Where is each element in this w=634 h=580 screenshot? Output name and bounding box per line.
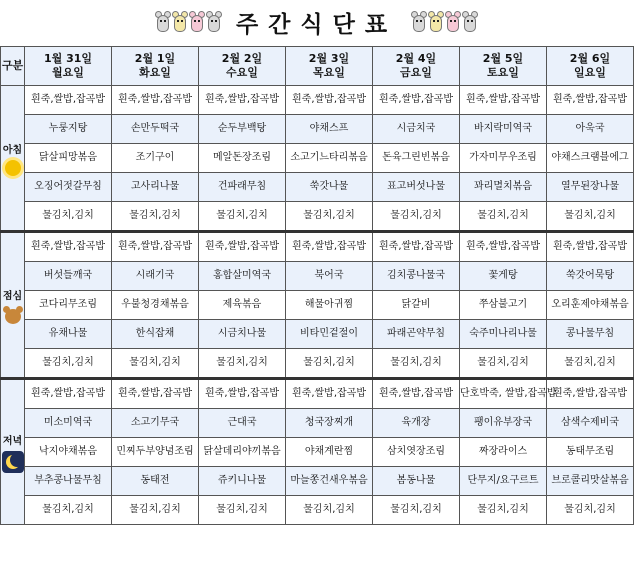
menu-cell: 부추콩나물무침	[25, 467, 112, 496]
day-weekday: 월요일	[52, 66, 84, 79]
day-weekday: 금요일	[400, 66, 432, 79]
day-header	[286, 47, 373, 86]
menu-cell: 흰죽,쌀밥,잡곡밥	[373, 232, 460, 262]
sun-icon	[5, 160, 21, 176]
menu-cell: 제육볶음	[199, 291, 286, 320]
menu-row	[1, 320, 634, 349]
menu-cell: 물김치,김치	[112, 349, 199, 379]
menu-cell: 물김치,김치	[460, 496, 547, 525]
menu-cell: 파래곤약무침	[373, 320, 460, 349]
menu-cell: 해물아귀찜	[286, 291, 373, 320]
menu-cell: 흰죽,쌀밥,잡곡밥	[112, 379, 199, 409]
menu-cell: 흰죽,쌀밥,잡곡밥	[286, 86, 373, 115]
menu-row	[1, 291, 634, 320]
bear-icon	[3, 306, 23, 324]
day-header	[112, 47, 199, 86]
day-date: 2월 1일	[134, 52, 176, 65]
menu-cell: 시금치나물	[199, 320, 286, 349]
menu-cell: 물김치,김치	[112, 496, 199, 525]
menu-cell: 닭살데리야끼볶음	[199, 438, 286, 467]
day-date: 2월 5일	[482, 52, 524, 65]
menu-cell: 물김치,김치	[547, 349, 634, 379]
mouse-icon	[189, 11, 205, 33]
menu-row	[1, 232, 634, 262]
menu-cell: 소고기무국	[112, 409, 199, 438]
header-row	[1, 47, 634, 86]
menu-cell: 물김치,김치	[112, 202, 199, 232]
menu-cell: 야채스프	[286, 115, 373, 144]
mouse-icon	[445, 11, 461, 33]
menu-cell: 동태전	[112, 467, 199, 496]
menu-cell: 낙지야채볶음	[25, 438, 112, 467]
menu-row	[1, 467, 634, 496]
menu-cell: 가자미무우조림	[460, 144, 547, 173]
menu-cell: 흰죽,쌀밥,잡곡밥	[112, 86, 199, 115]
menu-cell: 육개장	[373, 409, 460, 438]
day-weekday: 목요일	[313, 66, 345, 79]
meal-label-dinner	[1, 379, 25, 525]
menu-cell: 누룽지탕	[25, 115, 112, 144]
menu-cell: 버섯들깨국	[25, 262, 112, 291]
menu-cell: 봄동나물	[373, 467, 460, 496]
day-date: 2월 4일	[395, 52, 437, 65]
menu-cell: 단호박죽, 쌀밥,잡곡밥	[460, 379, 547, 409]
menu-row	[1, 262, 634, 291]
menu-row	[1, 409, 634, 438]
menu-cell: 물김치,김치	[373, 349, 460, 379]
menu-row	[1, 86, 634, 115]
day-weekday: 일요일	[574, 66, 606, 79]
menu-cell: 고사리나물	[112, 173, 199, 202]
menu-cell: 닭갈비	[373, 291, 460, 320]
day-weekday: 토요일	[487, 66, 519, 79]
menu-cell: 물김치,김치	[286, 496, 373, 525]
menu-row	[1, 438, 634, 467]
menu-cell: 청국장찌개	[286, 409, 373, 438]
day-header	[460, 47, 547, 86]
menu-cell: 흰죽,쌀밥,잡곡밥	[112, 232, 199, 262]
title-decoration-right	[411, 11, 478, 33]
day-date: 2월 6일	[569, 52, 611, 65]
mouse-icon	[206, 11, 222, 33]
menu-cell: 흰죽,쌀밥,잡곡밥	[547, 232, 634, 262]
menu-cell: 물김치,김치	[199, 202, 286, 232]
mouse-icon	[155, 11, 171, 33]
menu-row	[1, 144, 634, 173]
menu-cell: 흰죽,쌀밥,잡곡밥	[460, 232, 547, 262]
menu-cell: 소고기느타리볶음	[286, 144, 373, 173]
menu-cell: 짜장라이스	[460, 438, 547, 467]
menu-cell: 표고버섯나물	[373, 173, 460, 202]
menu-cell: 물김치,김치	[547, 202, 634, 232]
menu-cell: 김치콩나물국	[373, 262, 460, 291]
menu-cell: 물김치,김치	[199, 496, 286, 525]
menu-cell: 아욱국	[547, 115, 634, 144]
mouse-icon	[172, 11, 188, 33]
menu-cell: 북어국	[286, 262, 373, 291]
meal-label-breakfast	[1, 86, 25, 232]
menu-cell: 브로콜리맛살볶음	[547, 467, 634, 496]
day-header	[25, 47, 112, 86]
page-title: 주간식단표	[235, 11, 398, 38]
day-header	[547, 47, 634, 86]
menu-cell: 흰죽,쌀밥,잡곡밥	[460, 86, 547, 115]
menu-cell: 흰죽,쌀밥,잡곡밥	[25, 86, 112, 115]
menu-row	[1, 173, 634, 202]
menu-cell: 물김치,김치	[199, 349, 286, 379]
menu-cell: 동태무조림	[547, 438, 634, 467]
menu-row	[1, 379, 634, 409]
menu-cell: 물김치,김치	[25, 496, 112, 525]
menu-cell: 홍합살미역국	[199, 262, 286, 291]
menu-cell: 물김치,김치	[286, 349, 373, 379]
menu-cell: 물김치,김치	[547, 496, 634, 525]
menu-cell: 흰죽,쌀밥,잡곡밥	[547, 86, 634, 115]
day-weekday: 수요일	[226, 66, 258, 79]
menu-cell: 물김치,김치	[460, 202, 547, 232]
menu-cell: 시래기국	[112, 262, 199, 291]
menu-cell: 돈육그린빈볶음	[373, 144, 460, 173]
menu-row	[1, 202, 634, 232]
menu-cell: 야채스크램블에그	[547, 144, 634, 173]
menu-cell: 쥬키니나물	[199, 467, 286, 496]
meal-label-lunch	[1, 232, 25, 379]
weekly-menu-table	[0, 46, 634, 525]
day-header	[373, 47, 460, 86]
menu-cell: 오리훈제야채볶음	[547, 291, 634, 320]
menu-cell: 순두부백탕	[199, 115, 286, 144]
day-header	[199, 47, 286, 86]
menu-cell: 근대국	[199, 409, 286, 438]
menu-cell: 물김치,김치	[373, 202, 460, 232]
day-date: 1월 31일	[43, 52, 93, 65]
menu-cell: 흰죽,쌀밥,잡곡밥	[373, 379, 460, 409]
menu-cell: 우불청경채볶음	[112, 291, 199, 320]
menu-cell: 열무된장나물	[547, 173, 634, 202]
menu-cell: 시금치국	[373, 115, 460, 144]
menu-cell: 미소미역국	[25, 409, 112, 438]
menu-cell: 쑥갓나물	[286, 173, 373, 202]
menu-cell: 건파래무침	[199, 173, 286, 202]
menu-cell: 바지락미역국	[460, 115, 547, 144]
menu-cell: 흰죽,쌀밥,잡곡밥	[25, 232, 112, 262]
menu-cell: 흰죽,쌀밥,잡곡밥	[547, 379, 634, 409]
menu-cell: 쑥갓어묵탕	[547, 262, 634, 291]
moon-icon	[2, 451, 24, 473]
menu-body	[1, 86, 634, 525]
menu-cell: 흰죽,쌀밥,잡곡밥	[286, 232, 373, 262]
menu-cell: 야채계란찜	[286, 438, 373, 467]
meal-label-text: 점심	[2, 290, 23, 302]
menu-cell: 물김치,김치	[25, 202, 112, 232]
menu-cell: 흰죽,쌀밥,잡곡밥	[25, 379, 112, 409]
menu-cell: 단무지/요구르트	[460, 467, 547, 496]
menu-cell: 닭살피망볶음	[25, 144, 112, 173]
menu-cell: 한식잡채	[112, 320, 199, 349]
mouse-icon	[428, 11, 444, 33]
title-decoration-left	[155, 11, 222, 33]
menu-cell: 꽃게탕	[460, 262, 547, 291]
menu-cell: 오징어젓갈무침	[25, 173, 112, 202]
corner-header: 구분	[1, 47, 25, 86]
menu-row	[1, 349, 634, 379]
menu-cell: 민찌두부양념조림	[112, 438, 199, 467]
menu-cell: 유채나물	[25, 320, 112, 349]
day-weekday: 화요일	[139, 66, 171, 79]
menu-cell: 물김치,김치	[286, 202, 373, 232]
menu-row	[1, 496, 634, 525]
menu-cell: 삼치엿장조림	[373, 438, 460, 467]
mouse-icon	[462, 11, 478, 33]
mouse-icon	[411, 11, 427, 33]
menu-cell: 흰죽,쌀밥,잡곡밥	[373, 86, 460, 115]
day-date: 2월 2일	[221, 52, 263, 65]
menu-cell: 흰죽,쌀밥,잡곡밥	[199, 232, 286, 262]
title-bar	[0, 0, 633, 44]
menu-cell: 콩나물무침	[547, 320, 634, 349]
menu-cell: 팽이유부장국	[460, 409, 547, 438]
menu-cell: 물김치,김치	[373, 496, 460, 525]
menu-cell: 쭈삼불고기	[460, 291, 547, 320]
menu-cell: 손만두떡국	[112, 115, 199, 144]
menu-cell: 꽈리멸치볶음	[460, 173, 547, 202]
menu-cell: 마늘쫑건새우볶음	[286, 467, 373, 496]
menu-cell: 메알돈장조림	[199, 144, 286, 173]
meal-label-text: 아침	[2, 144, 23, 156]
menu-cell: 물김치,김치	[460, 349, 547, 379]
menu-row	[1, 115, 634, 144]
menu-cell: 물김치,김치	[25, 349, 112, 379]
day-date: 2월 3일	[308, 52, 350, 65]
menu-cell: 조기구이	[112, 144, 199, 173]
menu-cell: 숙주미나리나물	[460, 320, 547, 349]
meal-label-text: 저녁	[2, 435, 23, 447]
menu-cell: 흰죽,쌀밥,잡곡밥	[199, 379, 286, 409]
menu-cell: 비타민겉절이	[286, 320, 373, 349]
menu-cell: 흰죽,쌀밥,잡곡밥	[199, 86, 286, 115]
menu-cell: 흰죽,쌀밥,잡곡밥	[286, 379, 373, 409]
menu-cell: 삼색수제비국	[547, 409, 634, 438]
menu-cell: 코다리무조림	[25, 291, 112, 320]
